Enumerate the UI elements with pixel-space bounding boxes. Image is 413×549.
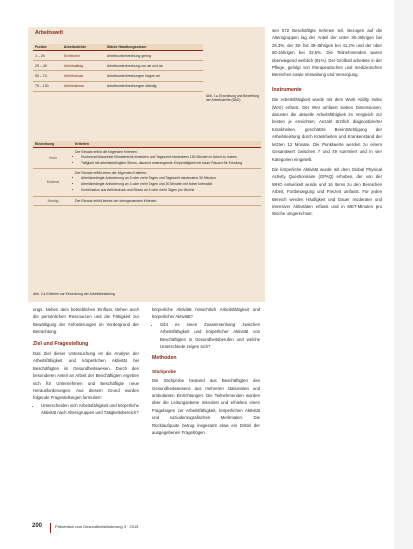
body-paragraph: sen 572 Beschäftigte nehmen teil. Bezogen auf die Altersgruppen lag der Anteil der unter 35-Jährigen bei 26,3%, der 35- bis 49-Jährigen bei 41,2% und der über 50-Jährigen bei 32,5%. Die Teilnehmenden waren überwiegend weiblich (81%). Der Großteil arbeitete in der Pflege, gefolgt von therapeutischen und medizinischen Bereichen sowie Verwaltung und Versorgung. — [272, 28, 382, 78]
criteria-bullet: • Arbeitsbedingte Anforderung an 5 oder mehr Tagen und Tageszeit mindestens 30 Minuten — [81, 176, 259, 181]
criteria-lead: Der Einsatz erfüllt keines der obengenannten Kriterien — [75, 198, 157, 203]
table-row — [33, 169, 261, 196]
table-cell: Arbeitsstress — [62, 81, 105, 91]
journal-name: Prävention und Gesundheitsförderung 3 · 2015 — [55, 524, 139, 529]
page-number: 200 — [32, 523, 43, 529]
criteria-bullet: • Hochverschlüsselnde Klimatechnik einsetzen und Tageszeit mindestens 150 Minuten in Arbeit zu haben — [81, 155, 259, 160]
criteria-bullet: • Arbeitsbedingte Anforderung an 3 oder mehr Tagen und 20 Minuten mit hoher Intensität — [81, 182, 259, 187]
table-header: Stärke Handlungsstrom — [105, 44, 203, 51]
box-title: Arbeitswelt — [35, 30, 63, 36]
question-bullet: • Unterscheiden sich Arbeitsfähigkeit und körperliche Aktivität nach Altersgruppen und Tätigkeitsbereich? — [41, 402, 139, 417]
table2-caption: Abb. 2 ▸ Kriterien zur Einordnung der Arbeitsbelastung — [33, 292, 115, 296]
table-cell: Arbeitsdruck — [62, 71, 105, 81]
middle-column — [152, 306, 260, 437]
category-cell: Moderat — [33, 169, 73, 196]
table-header: Punkte — [33, 44, 62, 51]
table-cell: Arbeitsunterbrechung nur ab und an — [105, 61, 203, 71]
work-density-table — [33, 44, 203, 92]
table-row — [33, 71, 203, 81]
footer-divider — [50, 523, 51, 533]
table-row — [33, 61, 203, 71]
body-paragraph: Das Ziel dieser Untersuchung ist die Analyse der Arbeitsfähigkeit und körperlichen Aktivität bei Beschäftigten im Gesundheitswesen. Durch den besonderen Anteil an Arbeit der Beschäftigten ergeben sich für Unternehmen und Beschäftigte neue Herausforderungen. Aus diesem Grund wurden folgende Fragestellungen formuliert: — [33, 351, 139, 401]
table-row — [33, 81, 203, 91]
table-cell: 50 – 74 — [33, 71, 62, 81]
section-heading: Methoden — [152, 355, 177, 362]
table-header: Kriterien — [73, 141, 261, 148]
table-cell: Arbeitsunterbrechungen tragen an — [105, 71, 203, 81]
section-heading: Ziel und Fragestellung — [33, 340, 89, 347]
criteria-lead: Der Einsatz erfüllt eines der folgenden Kriterien: — [75, 171, 147, 176]
table-cell: 75 – 100 — [33, 81, 62, 91]
body-paragraph: Die Arbeitsfähigkeit wurde mit dem Work Ability Index (WAI) erfasst. Der WAI umfasst sieben Dimensionen, darunter die aktuelle Arbeitsfähigkeit im Vergleich zur besten je erreichten, Anzahl ärztlich diagnostizierter Krankheiten, geschätzte Beeinträchtigung der Arbeitsleistung durch Krankheiten und Krankenstand der letzten 12 Monate. Die Punktwerte werden zu einem Gesamtwert zwischen 7 und 49 summiert und in vier Kategorien eingeteilt. — [272, 97, 382, 162]
table-header: Einordnung — [33, 141, 73, 148]
page-footer — [0, 523, 413, 543]
table-cell: Schleicher — [62, 51, 105, 61]
criteria-table — [33, 141, 261, 206]
criteria-cell — [73, 148, 261, 169]
criteria-bullet: • Kombination aus Arbeitsdruck und Stress an 5 oder mehr Tagen pro Woche — [81, 188, 259, 193]
table-row — [33, 148, 261, 169]
criteria-cell — [73, 169, 261, 196]
body-paragraph: Die Stichprobe bestand aus Beschäftigten des Gesundheitswesens aus mehreren stationären und ambulanten Einrichtungen. Die Teilnehmenden wurden über die Leitungsebene rekrutiert und erhielten einen Fragebogen zur Arbeitsfähigkeit, körperlichen Aktivität und soziodemografischen Merkmalen. Die Rücklaufquote betrug insgesamt etwa ein Drittel der ausgegebenen Fragebögen. — [152, 378, 260, 436]
criteria-lead: Der Einsatz erfüllt die folgenden Kriterien: — [75, 150, 138, 154]
table1-caption: Abb. 1 ▸ Einordnung und Bewertung der Arbeitsdichte (BAD) — [206, 94, 259, 103]
table-cell: Arbeitsunterbrechung gering — [105, 51, 203, 61]
table-cell: 1 – 24 — [33, 51, 62, 61]
criteria-cell — [73, 196, 261, 206]
table-header: Arbeitsdichte — [62, 44, 105, 51]
body-paragraph: Die körperliche Aktivität wurde mit dem Global Physical Activity Questionnaire (GPAQ) erhoben, der von der WHO entwickelt wurde und 16 Items zu den Bereichen Arbeit, Fortbewegung und Freizeit umfasst. Für jeden Bereich werden Häufigkeit und Dauer moderater und intensiver Aktivitäten erfasst und in MET-Minuten pro Woche umgerechnet. — [272, 166, 382, 217]
category-cell: Niedrig — [33, 196, 73, 206]
criteria-bullet: • Tätigkeit mit arbeitsbedingtem Stress, dauernd anstrengende Körpertätigkeit mit kaum Pausen für Erholung — [81, 161, 259, 166]
left-column — [33, 306, 139, 417]
table-row — [33, 51, 203, 61]
page-margin-strip — [394, 0, 413, 549]
body-paragraph: körperliche Aktivität hinsichtlich Arbeitsfähigkeit und körperlicher Aktivität? — [152, 307, 260, 320]
table-row — [33, 196, 261, 206]
table-cell: Arbeitsalltag — [62, 61, 105, 71]
subsection-heading: Stichprobe — [152, 368, 176, 374]
intro-paragraph: ungs. Neben dem betrieblichen Einfluss stehen auch die persönlichen Ressourcen und die Fähigkeit zur Bewältigung der Anforderungen im Vordergrund der Betrachtung. — [33, 307, 139, 335]
category-cell: Hoch — [33, 148, 73, 169]
table-cell: Arbeitsunterbrechungen ständig — [105, 81, 203, 91]
section-heading: Instrumente — [272, 86, 302, 93]
right-column — [272, 27, 382, 218]
question-bullet: • Gibt es einen Zusammenhang zwischen Arbeitsfähigkeit und körperlicher Aktivität von Beschäftigten in Gesundheitsberufen und welche Unterschiede zeigen sich? — [160, 321, 260, 351]
table-cell: 25 – 49 — [33, 61, 62, 71]
